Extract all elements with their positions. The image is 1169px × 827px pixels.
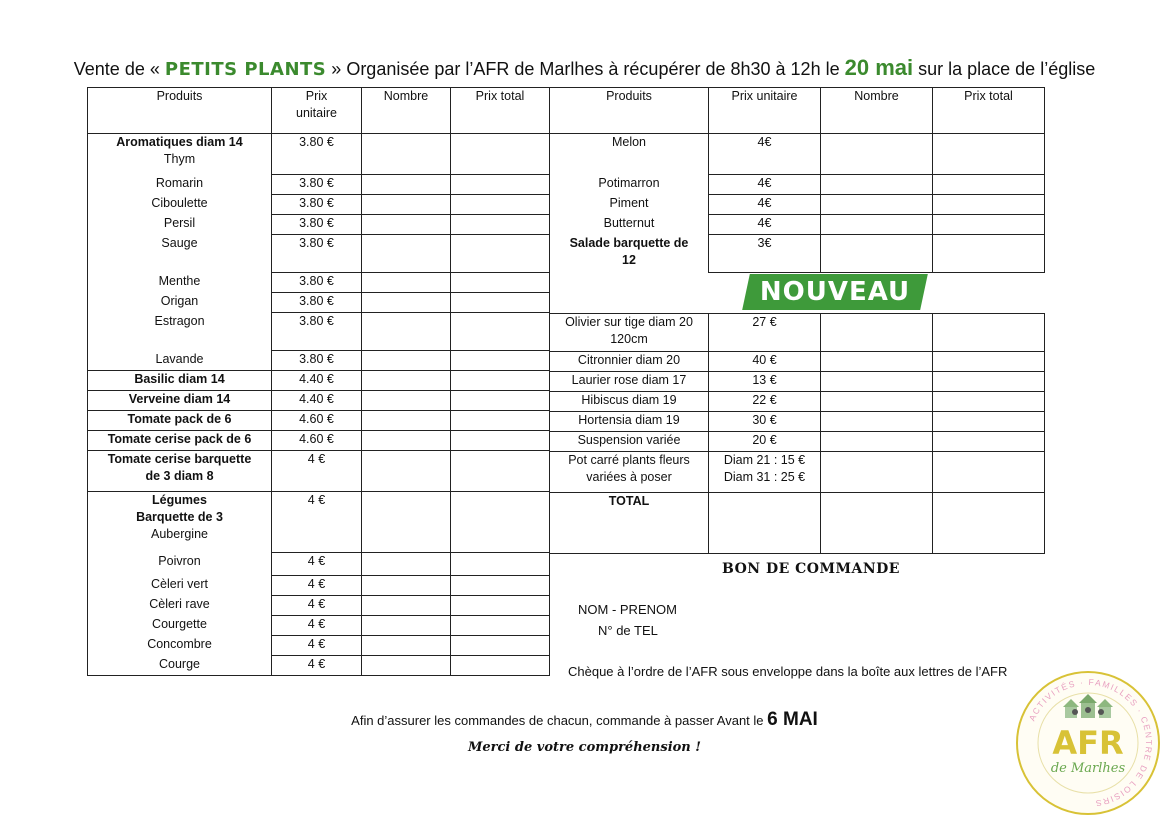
left-products-table: [87, 87, 550, 676]
table-row: Laurier rose diam 17 13 €: [550, 372, 1045, 392]
nombre-cell[interactable]: [821, 175, 933, 195]
table-row: Romarin 3.80 €: [88, 175, 550, 195]
table-row: Courge 4 €: [88, 656, 550, 676]
table-row: Tomate cerise pack de 6 4.60 €: [88, 431, 550, 451]
logo-sub-text: de Marlhes: [1050, 761, 1126, 776]
table-row: Persil 3.80 €: [88, 215, 550, 235]
nombre-cell[interactable]: [362, 636, 451, 656]
nouveau-badge: NOUVEAU: [742, 274, 928, 310]
nombre-cell[interactable]: [821, 314, 933, 352]
table-row: Hibiscus diam 19 22 €: [550, 392, 1045, 412]
table-row: Citronnier diam 20 40 €: [550, 352, 1045, 372]
logo-ring-text: ACTIVITÉS · FAMILLES · CENTRE DE LOISIRS: [1026, 676, 1155, 809]
thanks-note: Merci de votre compréhension !: [468, 740, 701, 755]
nombre-cell[interactable]: [362, 351, 451, 371]
nombre-cell[interactable]: [362, 451, 451, 492]
table-row: Verveine diam 14 4.40 €: [88, 391, 550, 411]
nombre-cell[interactable]: [362, 273, 451, 293]
header-nombre: Nombre: [362, 88, 451, 134]
table-row: Lavande 3.80 €: [88, 351, 550, 371]
nombre-cell[interactable]: [362, 391, 451, 411]
table-row: Potimarron 4€: [550, 175, 1045, 195]
nombre-cell[interactable]: [821, 432, 933, 452]
header-prix-total: Prix total: [451, 88, 550, 134]
table-row: Sauge 3.80 €: [88, 235, 550, 273]
page-title: Vente de « PETITS PLANTS » Organisée par l’AFR de Marlhes à récupérer de 8h30 à 12h le 20 mai sur la place de l’église: [73, 55, 1096, 80]
table-row: Melon 4€: [550, 134, 1045, 175]
nombre-cell[interactable]: [821, 215, 933, 235]
nombre-cell[interactable]: [362, 195, 451, 215]
header-prix: Prix unitaire: [272, 88, 362, 134]
nombre-cell[interactable]: [362, 492, 451, 553]
table-row: Poivron 4 €: [88, 553, 550, 576]
sale-date: 20 mai: [844, 55, 914, 80]
table-row: Hortensia diam 19 30 €: [550, 412, 1045, 432]
nombre-cell[interactable]: [821, 372, 933, 392]
nombre-cell[interactable]: [821, 412, 933, 432]
title-highlight: PETITS PLANTS: [164, 59, 327, 80]
table-row: Ciboulette 3.80 €: [88, 195, 550, 215]
nombre-cell[interactable]: [362, 576, 451, 596]
deadline-date: 6 MAI: [767, 709, 818, 730]
nombre-cell[interactable]: [362, 656, 451, 676]
nombre-cell[interactable]: [362, 293, 451, 313]
table-row: Tomate pack de 6 4.60 €: [88, 411, 550, 431]
table-row: Pot carré plants fleurs variées à poser Diam 21 : 15 € Diam 31 : 25 €: [550, 452, 1045, 493]
deadline-note: Afin d’assurer les commandes de chacun, commande à passer Avant le 6 MAI: [351, 709, 818, 730]
nombre-cell[interactable]: [821, 452, 933, 493]
nombre-cell[interactable]: [362, 175, 451, 195]
table-row: Origan 3.80 €: [88, 293, 550, 313]
table-row: Piment 4€: [550, 195, 1045, 215]
table-row: Courgette 4 €: [88, 616, 550, 636]
right-products-table: [549, 87, 1045, 554]
table-row: Cèleri vert 4 €: [88, 576, 550, 596]
table-header-row: Produits Prix unitaire Nombre Prix total: [550, 88, 1045, 134]
table-header-row: [88, 88, 550, 134]
table-row: Menthe 3.80 €: [88, 273, 550, 293]
table-row: Basilic diam 14 4.40 €: [88, 371, 550, 391]
nombre-cell[interactable]: [362, 411, 451, 431]
nombre-cell[interactable]: [362, 134, 451, 175]
nombre-cell[interactable]: [362, 616, 451, 636]
total-row: TOTAL: [550, 493, 1045, 554]
header-produits: Produits: [88, 88, 272, 134]
phone-label: N° de TEL: [598, 623, 658, 638]
grand-total-cell: [933, 493, 1045, 554]
table-row: Estragon 3.80 €: [88, 313, 550, 351]
table-row: Butternut 4€: [550, 215, 1045, 235]
table-row: Cèleri rave 4 €: [88, 596, 550, 616]
nombre-cell[interactable]: [362, 596, 451, 616]
nombre-cell[interactable]: [821, 134, 933, 175]
nombre-cell[interactable]: [362, 313, 451, 351]
nombre-cell[interactable]: [821, 195, 933, 215]
nombre-cell[interactable]: [821, 392, 933, 412]
table-row: Concombre 4 €: [88, 636, 550, 656]
name-label: NOM - PRENOM: [578, 602, 677, 617]
nombre-cell[interactable]: [362, 215, 451, 235]
total-cell: [451, 134, 550, 175]
nombre-cell[interactable]: [362, 553, 451, 576]
table-row: Légumes Barquette de 3 Aubergine 4 €: [88, 492, 550, 553]
cheque-note: Chèque à l’ordre de l’AFR sous enveloppe dans la boîte aux lettres de l’AFR: [568, 664, 1008, 679]
table-row: Salade barquette de 12 3€: [550, 235, 1045, 273]
table-row: Tomate cerise barquette de 3 diam 8 4 €: [88, 451, 550, 492]
table-row: Suspension variée 20 €: [550, 432, 1045, 452]
nombre-cell[interactable]: [821, 352, 933, 372]
afr-logo: [1015, 670, 1161, 816]
table-row: Aromatiques diam 14 Thym 3.80 €: [88, 134, 550, 175]
nombre-cell[interactable]: [362, 371, 451, 391]
order-form-title: BON DE COMMANDE: [722, 561, 900, 577]
nombre-cell[interactable]: [362, 235, 451, 273]
logo-main-text: AFR: [1052, 724, 1124, 762]
nombre-cell[interactable]: [821, 235, 933, 273]
table-row: Olivier sur tige diam 20 120cm 27 €: [550, 314, 1045, 352]
nombre-cell[interactable]: [362, 431, 451, 451]
